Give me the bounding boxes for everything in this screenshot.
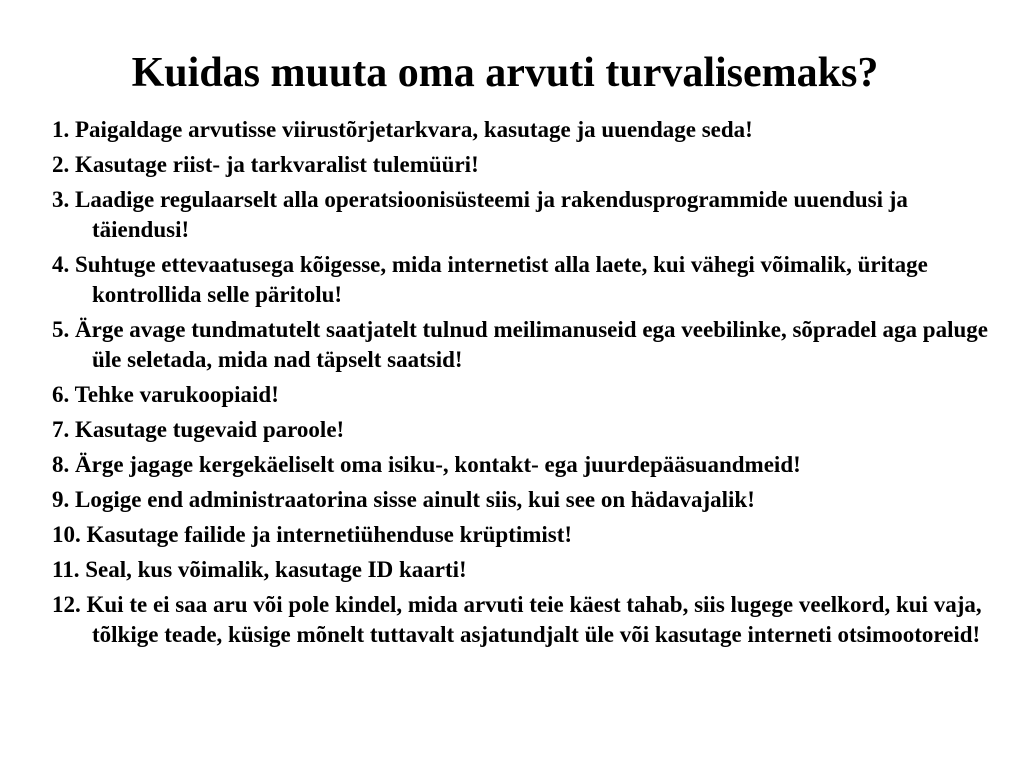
list-item: 6. Tehke varukoopiaid! — [52, 382, 279, 407]
list-item: 10. Kasutage failide ja internetiühenduse krüptimist! — [52, 522, 573, 547]
slide-title: Kuidas muuta oma arvuti turvalisemaks? — [131, 50, 879, 96]
list-item: 1. Paigaldage arvutisse viirustõrjetarkvara, kasutage ja uuendage seda! — [52, 117, 753, 142]
list-item: 8. Ärge jagage kergekäeliselt oma isiku-, kontakt- ega juurdepääsuandmeid! — [52, 452, 801, 477]
list-item: 5. Ärge avage tundmatutelt saatjatelt tulnud meilimanuseid ega veebilinke, sõpradel aga paluge üle seletada, mida nad täpselt saatsid! — [52, 317, 988, 372]
list-item: 11. Seal, kus võimalik, kasutage ID kaarti! — [52, 557, 467, 582]
list-item: 12. Kui te ei saa aru või pole kindel, mida arvuti teie käest tahab, siis lugege veelkord, kui vaja, tõlkige teade, küsige mõnelt tuttavalt asjatundjalt üle või kasutage interneti otsimootoreid! — [52, 592, 982, 647]
list-item: 4. Suhtuge ettevaatusega kõigesse, mida internetist alla laete, kui vähegi võimalik, üritage kontrollida selle päritolu! — [52, 252, 928, 307]
list-item: 9. Logige end administraatorina sisse ainult siis, kui see on hädavajalik! — [52, 487, 755, 512]
list-item: 3. Laadige regulaarselt alla operatsioonisüsteemi ja rakendusprogrammide uuendusi ja täiendusi! — [52, 187, 908, 242]
tips-list — [52, 115, 992, 655]
list-item: 2. Kasutage riist- ja tarkvaralist tulemüüri! — [52, 152, 479, 177]
list-item: 7. Kasutage tugevaid paroole! — [52, 417, 345, 442]
